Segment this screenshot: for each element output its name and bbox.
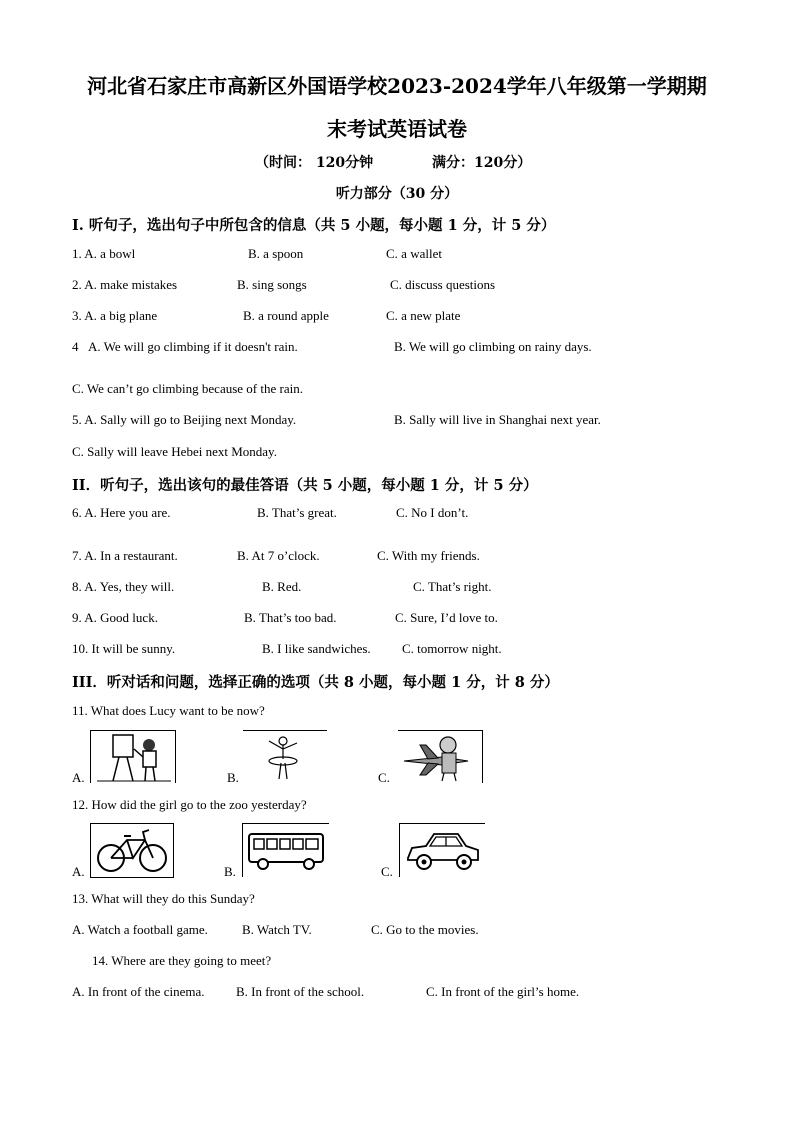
q4-number: 4 — [72, 339, 79, 354]
q10-option-b: B. I like sandwiches. — [262, 641, 371, 656]
score-info: 满分：120分） — [432, 155, 532, 171]
q12-picture-c-car — [399, 823, 485, 877]
q4-option-b: B. We will go climbing on rainy days. — [394, 339, 592, 354]
q1-option-b: B. a spoon — [248, 246, 304, 261]
q6-option-a: 6. A. Here you are. — [72, 505, 171, 520]
q3-option-c: C. a new plate — [386, 308, 461, 323]
listening-part-heading: 听力部分（30 分） — [335, 186, 459, 202]
q9-option-a: 9. A. Good luck. — [72, 610, 158, 625]
q3-option-b: B. a round apple — [243, 308, 329, 323]
q14-question: 14. Where are they going to meet? — [92, 953, 272, 968]
q6-option-b: B. That’s great. — [257, 505, 337, 520]
q12-label-c: C. — [381, 864, 393, 879]
q2-option-c: C. discuss questions — [390, 277, 496, 292]
q5-option-a: 5. A. Sally will go to Beijing next Monday. — [72, 412, 297, 427]
q13-question: 13. What will they do this Sunday? — [72, 891, 255, 906]
q12-question: 12. How did the girl go to the zoo yesterday? — [72, 797, 307, 812]
q11-label-c: C. — [378, 770, 390, 785]
q7-option-c: C. With my friends. — [377, 548, 480, 563]
q11-picture-c-pilot — [398, 730, 483, 783]
q9-option-c: C. Sure, I’d love to. — [395, 610, 498, 625]
q2-option-a: 2. A. make mistakes — [72, 277, 178, 292]
section3-heading: III．听对话和问题，选择正确的选项（共 8 小题，每小题 1 分，计 8 分） — [72, 674, 559, 691]
q11-picture-a-painter — [90, 730, 176, 783]
q13-option-a: A. Watch a football game. — [72, 922, 208, 937]
q7-option-a: 7. A. In a restaurant. — [72, 548, 178, 563]
q12-picture-b-bus — [242, 823, 329, 877]
q8-option-c: C. That’s right. — [413, 579, 492, 594]
q10-option-a: 10. It will be sunny. — [72, 641, 176, 656]
q12-picture-a-bicycle — [90, 823, 174, 878]
q11-picture-b-dancer — [243, 730, 327, 783]
q3-option-a: 3. A. a big plane — [72, 308, 158, 323]
section1-heading: I. 听句子，选出句子中所包含的信息（共 5 小题，每小题 1 分，计 5 分） — [72, 217, 556, 234]
q14-option-b: B. In front of the school. — [236, 984, 365, 999]
q11-question: 11. What does Lucy want to be now? — [72, 703, 265, 718]
q9-option-b: B. That’s too bad. — [244, 610, 337, 625]
exam-title-line1: 河北省石家庄市高新区外国语学校2023-2024学年八年级第一学期期 — [87, 74, 707, 98]
q10-option-c: C. tomorrow night. — [402, 641, 502, 656]
time-info: （时间： 120分钟 — [255, 155, 374, 171]
q2-option-b: B. sing songs — [237, 277, 307, 292]
q8-option-a: 8. A. Yes, they will. — [72, 579, 175, 594]
section2-heading: II．听句子，选出该句的最佳答语（共 5 小题，每小题 1 分，计 5 分） — [72, 477, 538, 494]
q13-option-b: B. Watch TV. — [242, 922, 312, 937]
q5-option-b: B. Sally will live in Shanghai next year. — [394, 412, 601, 427]
q14-option-c: C. In front of the girl’s home. — [426, 984, 580, 999]
q4-option-c: C. We can’t go climbing because of the rain. — [72, 381, 303, 396]
q1-option-a: 1. A. a bowl — [72, 246, 136, 261]
q12-label-a: A. — [72, 864, 85, 879]
q13-option-c: C. Go to the movies. — [371, 922, 479, 937]
q7-option-b: B. At 7 o’clock. — [237, 548, 320, 563]
q12-label-b: B. — [224, 864, 236, 879]
q11-label-a: A. — [72, 770, 85, 785]
q11-label-b: B. — [227, 770, 239, 785]
q8-option-b: B. Red. — [262, 579, 302, 594]
q14-option-a: A. In front of the cinema. — [72, 984, 205, 999]
q6-option-c: C. No I don’t. — [396, 505, 469, 520]
q4-option-a: A. We will go climbing if it doesn't rain. — [88, 339, 298, 354]
q1-option-c: C. a wallet — [386, 246, 442, 261]
exam-title-line2: 末考试英语试卷 — [327, 117, 467, 141]
q5-option-c: C. Sally will leave Hebei next Monday. — [72, 444, 277, 459]
